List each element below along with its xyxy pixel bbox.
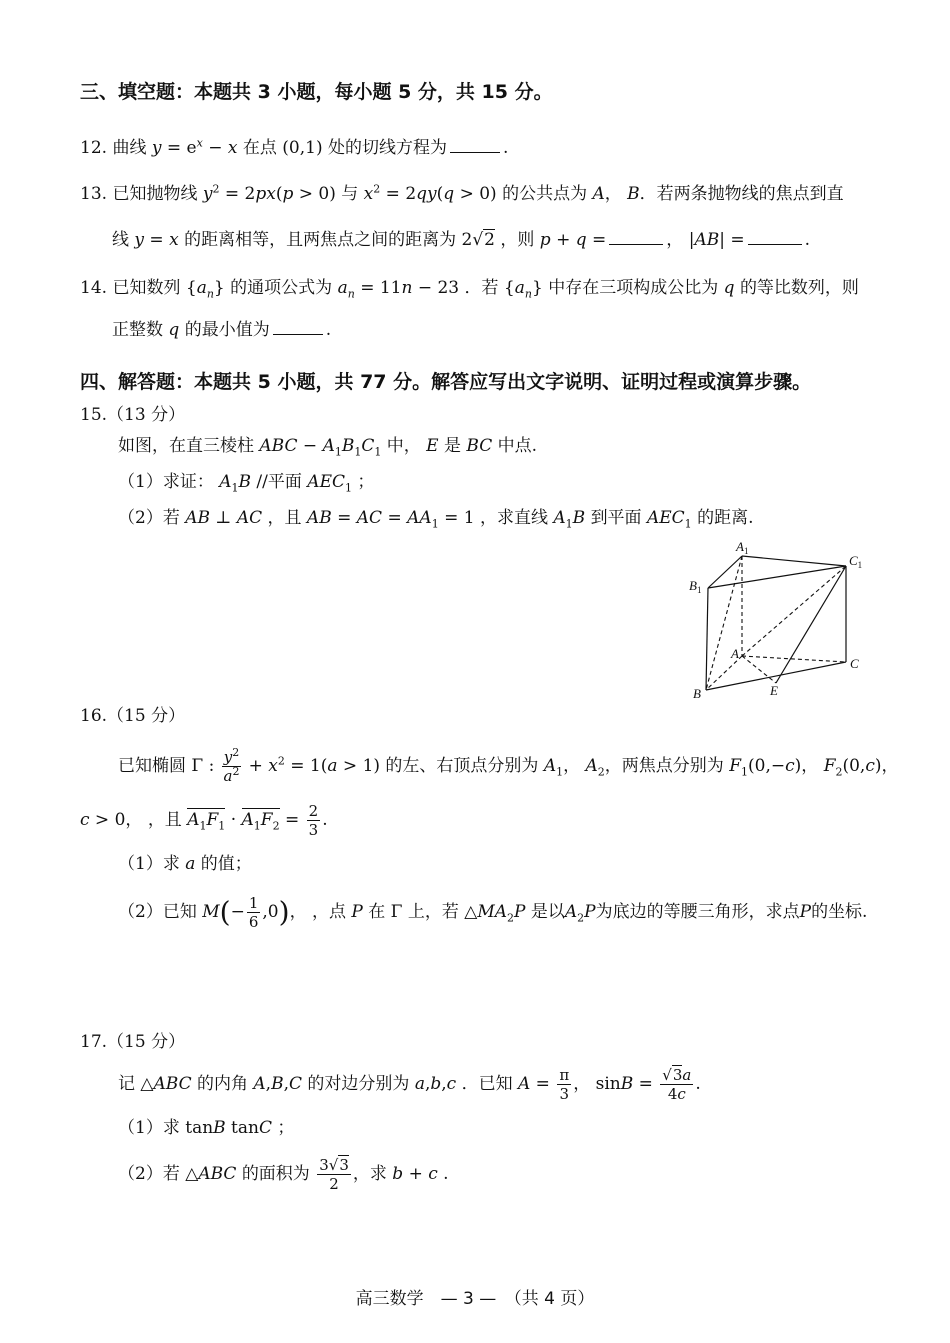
- edge-b1-b: [706, 588, 708, 690]
- question-15-part-2: （2）若 AB ⊥ AC ，且 AB = AC = $AA_1 = 1$ ，求直线 $A_1B$ 到平面 $AEC_1$ 的距离.: [118, 508, 754, 531]
- question-16-stem-2: c > 0， ，且 $A_1F_1 \cdot A_1F_2$ = $\frac{2}{3}$ .: [80, 802, 328, 839]
- question-14-line-2: 正整数 q 的最小值为 .: [112, 320, 332, 340]
- question-number: 13.: [80, 184, 108, 204]
- label-a: A: [731, 646, 739, 661]
- question-16-part-2: （2）已知 M(− $\frac{1}{6}$ ,0)， ，点 P 在 Γ 上，若 $\triangle MA_2P$ 是以$A_2P$为底边的等腰三角形，求点P的坐标.: [118, 894, 868, 931]
- question-number: 12.: [80, 138, 108, 158]
- label-c: C: [850, 656, 859, 671]
- question-17-part-1: （1）求 tanB tanC ；: [118, 1118, 295, 1138]
- edge-a1-b: [706, 556, 742, 690]
- question-16-part-1: （1）求 a 的值；: [118, 854, 252, 874]
- edge-a-c: [742, 656, 846, 662]
- answer-blank[interactable]: [450, 136, 500, 153]
- label-b1: $B_1$: [689, 578, 702, 595]
- label-e: E: [770, 683, 778, 698]
- answer-blank[interactable]: [273, 318, 323, 335]
- question-17-stem: 记 △ABC 的内角 A,B,C 的对边分别为 a,b,c ．已知 A = $\frac{\pi}{3}$ ， sinB = $\frac{√3a}{4c}$ .: [118, 1066, 701, 1103]
- question-15-header: 15.（13 分）: [80, 405, 186, 425]
- section-title-fill-in: 三、填空题：本题共 3 小题，每小题 5 分，共 15 分。: [80, 81, 553, 103]
- question-16-stem-1: 已知椭圆 Γ : $\frac{y^2}{a^2}$ + $x^2 = 1(a > 1)$ 的左、右顶点分别为 $A_1$， $A_2$，两焦点分别为 $F_1(0,-c)$， $F_2(0,c)$，: [118, 746, 899, 785]
- edge-c1-e: [776, 566, 846, 683]
- answer-blank-p-plus-q[interactable]: [609, 228, 663, 245]
- label-b: B: [693, 686, 701, 701]
- question-12: 12. 曲线 $y = e^x - x$ 在点 (0,1) 处的切线方程为 .: [80, 136, 509, 158]
- question-17-part-2: （2）若 △ABC 的面积为 $\frac{3√3}{2}$ ，求 b + c .: [118, 1156, 449, 1193]
- edge-a-b: [706, 656, 742, 690]
- question-17-header: 17.（15 分）: [80, 1032, 186, 1052]
- question-number: 14.: [80, 278, 108, 298]
- question-15-part-1: （1）求证： $A_1B$ //平面 $AEC_1$ ；: [118, 472, 375, 495]
- edge-a1-c1: [742, 556, 846, 566]
- question-14-line-1: 14. 已知数列 $\{a_n\}$ 的通项公式为 $a_n = 11n - 23$ ．若 $\{a_n\}$ 中存在三项构成公比为 q 的等比数列，则: [80, 278, 859, 301]
- section-title-solve: 四、解答题：本题共 5 小题，共 77 分。解答应写出文字说明、证明过程或演算步骤。: [80, 371, 812, 393]
- answer-blank-ab[interactable]: [748, 228, 802, 245]
- prism-figure: [686, 538, 876, 706]
- label-a1: $A_1$: [736, 539, 749, 556]
- question-16-header: 16.（15 分）: [80, 706, 186, 726]
- question-13-line-2: 线 y = x 的距离相等，且两焦点之间的距离为 2√2 ，则 p + q = ， |AB| = .: [112, 230, 811, 250]
- question-13-line-1: 13. 已知抛物线 $y^2 = 2px(p > 0)$ 与 $x^2 = 2qy(q > 0)$ 的公共点为 A， B．若两条抛物线的焦点到直: [80, 182, 844, 204]
- question-15-stem: 如图，在直三棱柱 ABC − $A_1B_1C_1$ 中， E 是 BC 中点.: [118, 436, 538, 459]
- page-footer: 高三数学 — 3 — （共 4 页）: [355, 1289, 595, 1309]
- label-c1: $C_1$: [849, 553, 863, 570]
